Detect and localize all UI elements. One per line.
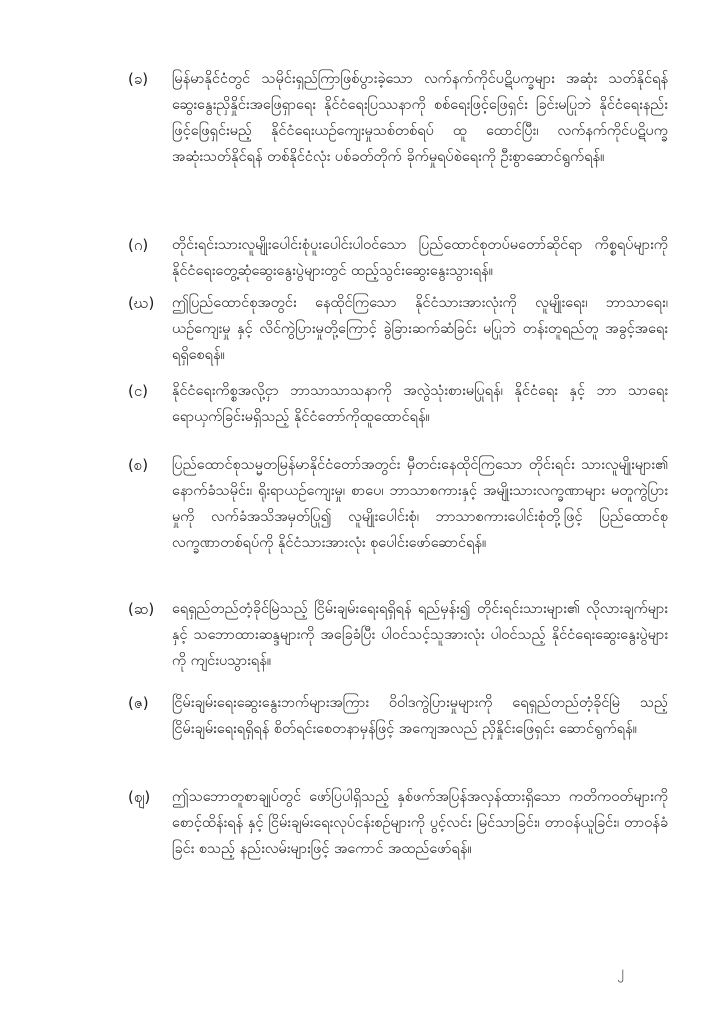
list-item-zha	[128, 784, 668, 862]
list-item-sa	[128, 452, 668, 556]
item-text: နိုင်ငံရေးကိစ္စအလို့ငှာ ဘာသာသာသနာကို အလွဲသုံးစားမပြုရန်၊ နိုင်ငံရေး နှင့် ဘာ သာရေး ရောယှက်ခြင်းမရှိသည့် နိုင်ငံတော်ကိုထူထောင်ရန်။	[172, 383, 668, 425]
list-item-hsa	[128, 596, 668, 674]
list-item-ga	[128, 232, 668, 284]
item-text: ဤပြည်ထောင်စုအတွင်း နေထိုင်ကြသော နိုင်ငံသားအားလုံးကို လူမျိုးရေး၊ ဘာသာရေး၊ ယဉ်ကျေးမှု နှင့် လိင်ကွဲပြားမှုတို့ကြောင့် ခွဲခြားဆက်ဆံခြင်း မပြုဘဲ တန်းတူရည်တူ အခွင့်အရေးရရှိစေရန်။	[172, 295, 668, 363]
item-text: ရေရှည်တည်တံ့ခိုင်မြဲသည့် ငြိမ်းချမ်းရေးရရှိရန် ရည်မှန်း၍ တိုင်းရင်းသားများ၏ လိုလားချက်များ နှင့် သဘောထားဆန္ဒများကို အခြေခံပြီး ပါဝင်သင့်သူအားလုံး ပါဝင်သည့် နိုင်ငံရေးဆွေးနွေးပွဲများကို ကျင်းပသွားရန်။	[172, 601, 668, 669]
page-number: ၂	[617, 964, 624, 980]
item-number: (ဃ)	[128, 294, 155, 312]
item-text: ပြည်ထောင်စုသမ္မတမြန်မာနိုင်ငံတော်အတွင်း မှီတင်းနေထိုင်ကြသော တိုင်းရင်း သားလူမျိုးများ၏ နောက်ခံသမိုင်း၊ ရိုးရာယဉ်ကျေးမှု၊ စာပေ၊ ဘာသာစကားနှင့် အမျိုးသားလက္ခဏာများ မတူကွဲပြားမှုကို လက်ခံအသိအမှတ်ပြု၍ လူမျိုးပေါင်းစုံ၊ ဘာသာစကားပေါင်းစုံတို့ဖြင့် ပြည်ထောင်စုလက္ခဏာတစ်ရပ်ကို နိုင်ငံသားအားလုံး စုပေါင်းဖော်ဆောင်ရန်။	[172, 457, 668, 551]
item-number: (ဈ)	[128, 788, 151, 806]
list-item-nga	[128, 378, 668, 430]
list-item-kha	[128, 66, 668, 170]
item-text: မြန်မာနိုင်ငံတွင် သမိုင်းရှည်ကြာဖြစ်ပွားခဲ့သော လက်နက်ကိုင်ပဋိပက္ခများ အဆုံး သတ်နိုင်ရန် ဆွေးနွေးညှိနှိုင်းအဖြေရှာရေး နိုင်ငံရေးပြဿနာကို စစ်ရေးဖြင့်ဖြေရှင်း ခြင်းမပြုဘဲ နိုင်ငံရေးနည်းဖြင့်ဖြေရှင်းမည့် နိုင်ငံရေးယဉ်ကျေးမှုသစ်တစ်ရပ် ထူ ထောင်ပြီး၊ လက်နက်ကိုင်ပဋိပက္ခအဆုံးသတ်နိုင်ရန် တစ်နိုင်ငံလုံး ပစ်ခတ်တိုက် ခိုက်မှုရပ်စဲရေးကို ဦးစွာဆောင်ရွက်ရန်။	[172, 71, 668, 165]
item-number: (ဇ)	[128, 694, 149, 712]
item-number: (ခ)	[128, 70, 149, 88]
item-text: ဤသဘောတူစာချုပ်တွင် ဖော်ပြပါရှိသည့် နှစ်ဖက်အပြန်အလှန်ထားရှိသော ကတိကဝတ်များကို စောင့်ထိန်းရန် နှင့် ငြိမ်းချမ်းရေးလုပ်ငန်းစဉ်များကို ပွင့်လင်း မြင်သာခြင်း၊ တာဝန်ယူခြင်း၊ တာဝန်ခံခြင်း စသည့် နည်းလမ်းများဖြင့် အကောင် အထည်ဖော်ရန်။	[172, 789, 668, 857]
item-text: တိုင်းရင်းသားလူမျိုးပေါင်းစုံပူးပေါင်းပါဝင်သော ပြည်ထောင်စုတပ်မတော်ဆိုင်ရာ ကိစ္စရပ်များကို နိုင်ငံရေးတွေ့ဆုံဆွေးနွေးပွဲများတွင် ထည့်သွင်းဆွေးနွေးသွားရန်။	[172, 237, 668, 279]
list-item-za	[128, 690, 668, 742]
item-number: (ဆ)	[128, 600, 155, 618]
list-item-gha	[128, 290, 668, 368]
item-number: (င)	[128, 382, 149, 400]
item-number: (ဂ)	[128, 236, 149, 254]
item-text: ငြိမ်းချမ်းရေးဆွေးနွေးဘက်များအကြား ဝိဝါဒကွဲပြားမှုများကို ရေရှည်တည်တံ့ခိုင်မြဲ သည့် ငြိမ်းချမ်းရေးရရှိရန် စိတ်ရင်းစေတနာမှန်ဖြင့် အကျေအလည် ညှိနှိုင်းဖြေရှင်း ဆောင်ရွက်ရန်။	[172, 695, 668, 737]
item-number: (စ)	[128, 456, 149, 474]
